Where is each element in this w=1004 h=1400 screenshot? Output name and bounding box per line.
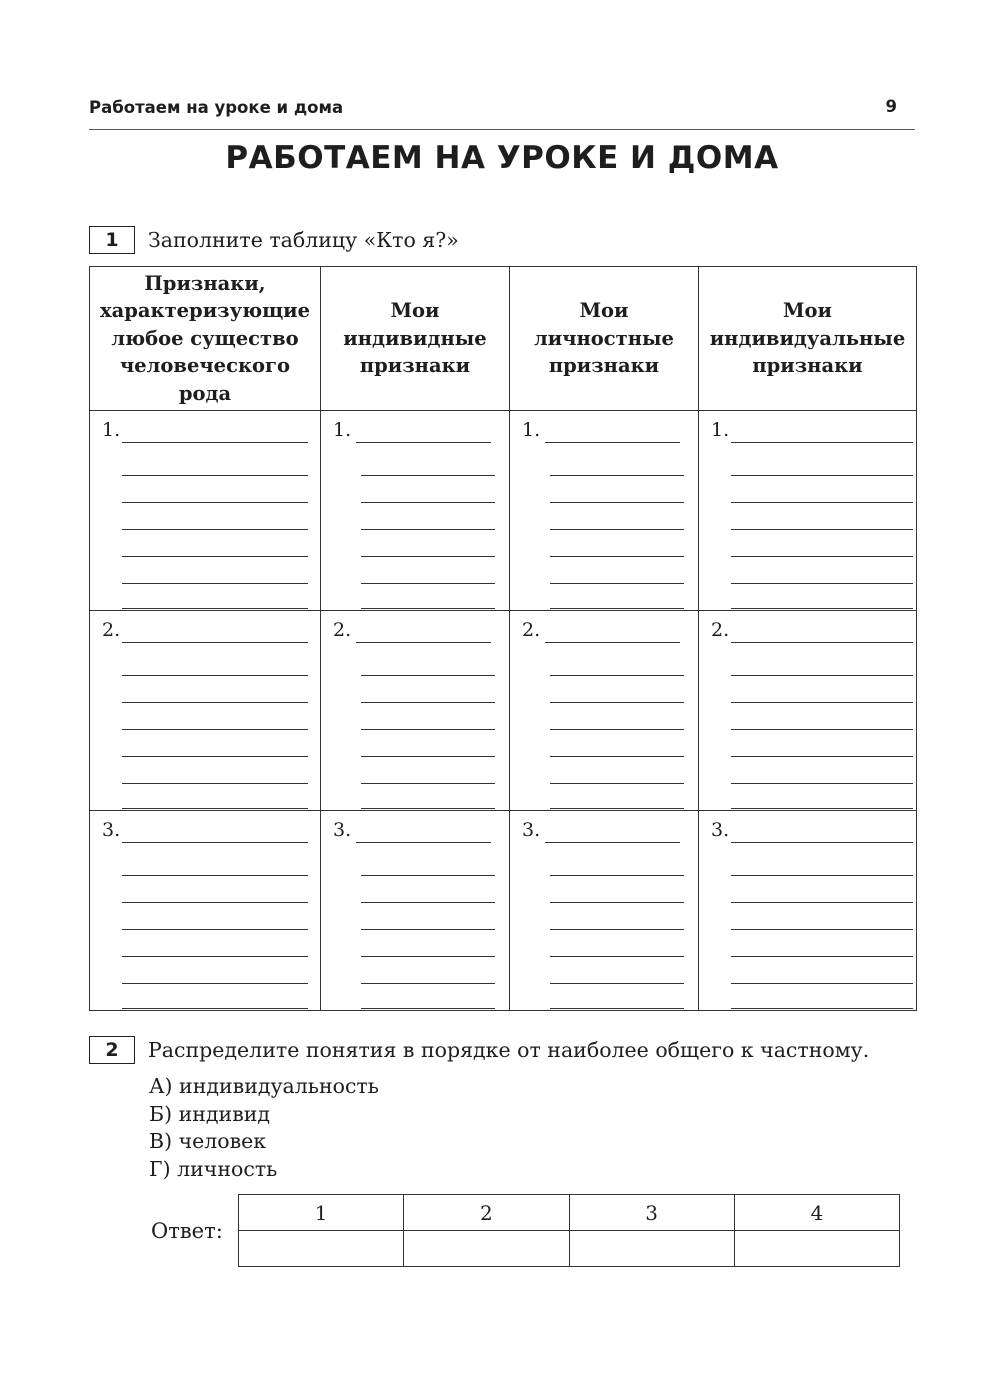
blank-line	[361, 756, 495, 757]
blank-line	[122, 475, 308, 476]
blank-line	[361, 929, 495, 930]
answer-column-number: 4	[734, 1195, 899, 1231]
answer-input-cell[interactable]	[404, 1231, 569, 1267]
table-row	[90, 811, 917, 1011]
blank-line	[122, 808, 308, 809]
answer-input-cell[interactable]	[239, 1231, 404, 1267]
blank-line	[731, 442, 913, 443]
header-line: Мои	[782, 299, 833, 323]
header-line: признаки	[359, 354, 471, 378]
answer-cell[interactable]	[510, 811, 699, 1011]
blank-line	[361, 529, 495, 530]
blank-line	[550, 902, 684, 903]
header-line: любое существо	[111, 326, 299, 350]
answer-column-number: 1	[239, 1195, 404, 1231]
blank-line	[361, 875, 495, 876]
blank-line	[122, 502, 308, 503]
blank-line	[361, 902, 495, 903]
blank-line	[361, 729, 495, 730]
blank-line	[361, 583, 495, 584]
blank-line	[545, 842, 680, 843]
blank-line	[361, 983, 495, 984]
blank-line	[731, 608, 913, 609]
blank-line	[550, 875, 684, 876]
blank-line	[731, 729, 913, 730]
blank-line	[550, 956, 684, 957]
blank-line	[731, 529, 913, 530]
blank-line	[361, 502, 495, 503]
task-2-prompt: Распределите понятия в порядке от наиболее общего к частному.	[148, 1038, 870, 1062]
blank-line	[361, 956, 495, 957]
answer-cell[interactable]	[321, 811, 510, 1011]
blank-line	[356, 642, 491, 643]
answer-cell[interactable]	[321, 611, 510, 811]
blank-line	[731, 956, 913, 957]
blank-line	[550, 983, 684, 984]
blank-line	[731, 808, 913, 809]
item-number: 3.	[102, 819, 121, 841]
blank-line	[122, 902, 308, 903]
blank-line	[545, 442, 680, 443]
answer-cell[interactable]	[321, 411, 510, 611]
blank-line	[122, 1008, 308, 1009]
blank-line	[731, 475, 913, 476]
blank-line	[731, 756, 913, 757]
blank-line	[122, 783, 308, 784]
item-number: 1.	[333, 419, 352, 441]
item-number: 2.	[333, 619, 352, 641]
table-row	[90, 611, 917, 811]
header-line: Признаки,	[144, 271, 266, 295]
blank-line	[731, 556, 913, 557]
blank-line	[731, 929, 913, 930]
item-number: 3.	[522, 819, 541, 841]
header-line: рода	[178, 381, 232, 405]
blank-line	[550, 1008, 684, 1009]
option-item: Г) личность	[149, 1156, 278, 1181]
task-1-number: 1	[89, 226, 135, 254]
header-line: человеческого	[120, 354, 290, 378]
blank-line	[731, 842, 913, 843]
blank-line	[122, 729, 308, 730]
blank-line	[356, 842, 491, 843]
answer-label: Ответ:	[151, 1219, 223, 1243]
blank-line	[550, 529, 684, 530]
answer-cell[interactable]	[510, 411, 699, 611]
answer-cell[interactable]	[90, 411, 321, 611]
option-item: В) человек	[149, 1129, 267, 1153]
blank-line	[361, 702, 495, 703]
blank-line	[550, 675, 684, 676]
blank-line	[122, 608, 308, 609]
blank-line	[122, 529, 308, 530]
blank-line	[361, 556, 495, 557]
blank-line	[361, 1008, 495, 1009]
blank-line	[550, 475, 684, 476]
blank-line	[361, 783, 495, 784]
blank-line	[550, 702, 684, 703]
blank-line	[361, 808, 495, 809]
blank-line	[731, 902, 913, 903]
blank-line	[731, 675, 913, 676]
item-number: 2.	[102, 619, 121, 641]
blank-line	[731, 642, 913, 643]
blank-line	[122, 929, 308, 930]
answer-cell[interactable]	[90, 611, 321, 811]
item-number: 2.	[522, 619, 541, 641]
item-number: 1.	[102, 419, 121, 441]
blank-line	[550, 783, 684, 784]
blank-line	[550, 808, 684, 809]
page-number: 9	[885, 97, 897, 116]
blank-line	[731, 875, 913, 876]
table-header-row	[90, 267, 917, 411]
item-number: 1.	[711, 419, 730, 441]
answer-column-number: 3	[569, 1195, 734, 1231]
answer-column-number: 2	[404, 1195, 569, 1231]
blank-line	[550, 929, 684, 930]
blank-line	[550, 583, 684, 584]
page-title: РАБОТАЕМ НА УРОКЕ И ДОМА	[225, 140, 779, 176]
running-title: Работаем на уроке и дома	[89, 98, 344, 117]
task-1-prompt: Заполните таблицу «Кто я?»	[148, 228, 459, 252]
answer-cell[interactable]	[699, 411, 917, 611]
answer-input-row	[239, 1231, 900, 1267]
blank-line	[731, 783, 913, 784]
blank-line	[122, 956, 308, 957]
blank-line	[550, 502, 684, 503]
answer-cell[interactable]	[510, 611, 699, 811]
blank-line	[122, 675, 308, 676]
blank-line	[122, 842, 308, 843]
header-line: Мои	[390, 299, 440, 323]
answer-cell[interactable]	[699, 811, 917, 1011]
blank-line	[550, 556, 684, 557]
header-line: личностные	[534, 326, 674, 350]
column-header	[321, 267, 510, 411]
item-number: 3.	[333, 819, 352, 841]
item-number: 3.	[711, 819, 730, 841]
answer-table	[238, 1194, 900, 1267]
header-line: характеризующие	[99, 299, 311, 323]
blank-line	[731, 583, 913, 584]
blank-line	[122, 983, 308, 984]
column-header	[510, 267, 699, 411]
blank-line	[122, 702, 308, 703]
header-line: признаки	[752, 354, 863, 378]
header-line: индивидные	[343, 326, 487, 350]
blank-line	[361, 475, 495, 476]
table-row	[90, 411, 917, 611]
answer-input-cell[interactable]	[734, 1231, 899, 1267]
item-number: 1.	[522, 419, 541, 441]
answer-input-cell[interactable]	[569, 1231, 734, 1267]
task-2-number: 2	[89, 1036, 135, 1064]
blank-line	[122, 875, 308, 876]
options-list	[149, 1073, 379, 1183]
blank-line	[122, 642, 308, 643]
blank-line	[731, 702, 913, 703]
answer-cell[interactable]	[90, 811, 321, 1011]
who-am-i-table	[89, 266, 917, 1011]
header-line: Мои	[579, 299, 629, 323]
header-line: признаки	[548, 354, 660, 378]
blank-line	[356, 442, 491, 443]
blank-line	[122, 583, 308, 584]
blank-line	[550, 756, 684, 757]
column-header	[699, 267, 917, 411]
item-number: 2.	[711, 619, 730, 641]
blank-line	[122, 442, 308, 443]
blank-line	[545, 642, 680, 643]
blank-line	[550, 608, 684, 609]
blank-line	[361, 608, 495, 609]
blank-line	[731, 502, 913, 503]
option-item: Б) индивид	[149, 1101, 271, 1126]
blank-line	[731, 1008, 913, 1009]
header-line: индивидуальные	[709, 326, 906, 350]
column-header	[90, 267, 321, 411]
running-header	[89, 97, 915, 130]
blank-line	[122, 756, 308, 757]
blank-line	[122, 556, 308, 557]
answer-header-row	[239, 1195, 900, 1231]
answer-cell[interactable]	[699, 611, 917, 811]
blank-line	[361, 675, 495, 676]
blank-line	[731, 983, 913, 984]
blank-line	[550, 729, 684, 730]
option-item: А) индивидуальность	[149, 1074, 379, 1098]
